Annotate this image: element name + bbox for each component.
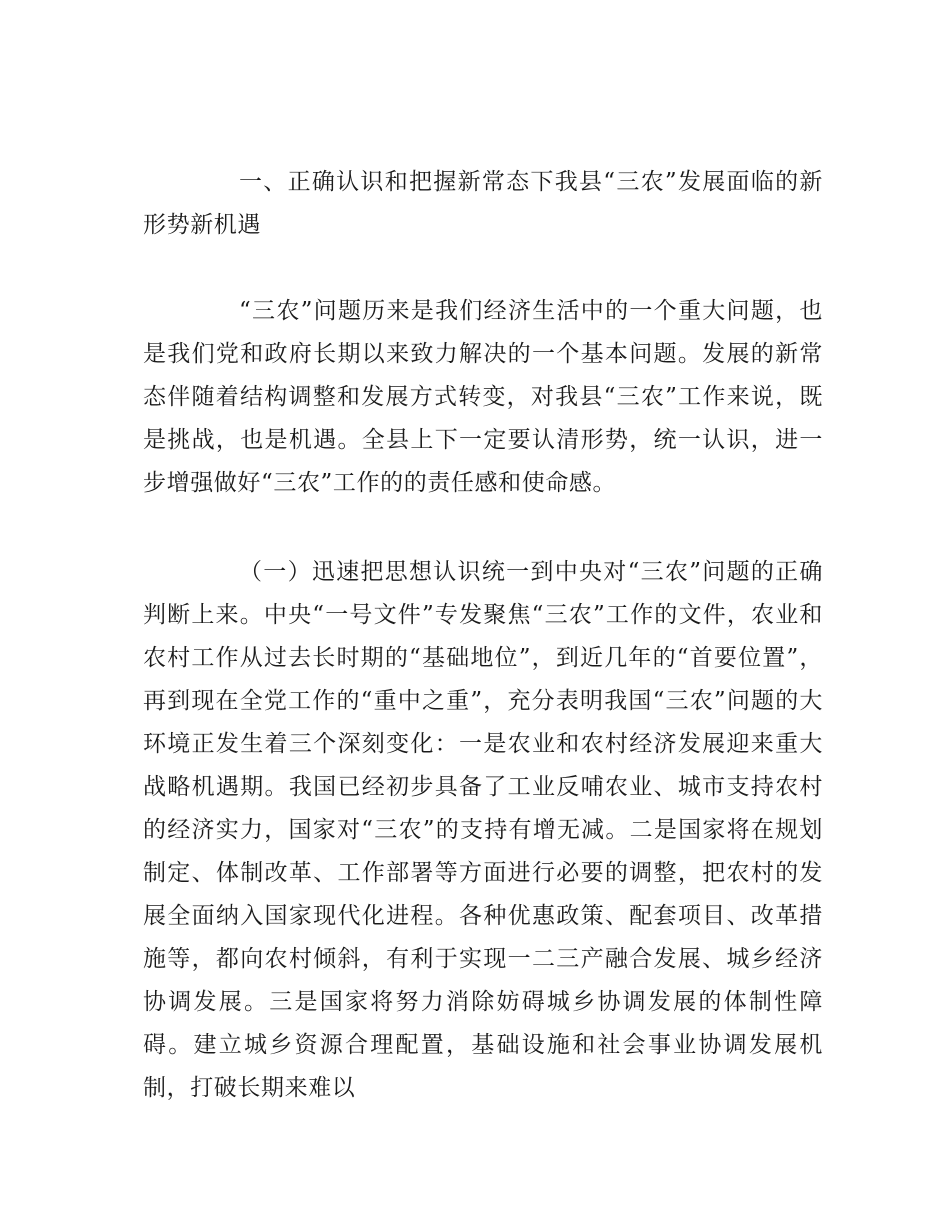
- paragraph-subsection-1: （一）迅速把思想认识统一到中央对“三农”问题的正确判断上来。中央“一号文件”专发聚焦“三农”工作的文件，农业和农村工作从过去长时期的“基础地位”，到近几年的“首要位置”，再到现在全党工作的“重中之重”，充分表明我国“三农”问题的大环境正发生着三个深刻变化：一是农业和农村经济发展迎来重大战略机遇期。我国已经初步具备了工业反哺农业、城市支持农村的经济实力，国家对“三农”的支持有增无减。二是国家将在规划制定、体制改革、工作部署等方面进行必要的调整，把农村的发展全面纳入国家现代化进程。各种优惠政策、配套项目、改革措施等，都向农村倾斜，有利于实现一二三产融合发展、城乡经济协调发展。三是国家将努力消除妨碍城乡协调发展的体制性障碍。建立城乡资源合理配置，基础设施和社会事业协调发展机制，打破长期来难以: [143, 559, 823, 1101]
- section-heading: 一、正确认识和把握新常态下我县“三农”发展面临的新形势新机遇: [143, 169, 823, 238]
- paragraph-intro: “三农”问题历来是我们经济生活中的一个重大问题，也是我们党和政府长期以来致力解决的一个基本问题。发展的新常态伴随着结构调整和发展方式转变，对我县“三农”工作来说，既是挑战，也是机遇。全县上下一定要认清形势，统一认识，进一步增强做好“三农”工作的的责任感和使命感。: [143, 298, 823, 496]
